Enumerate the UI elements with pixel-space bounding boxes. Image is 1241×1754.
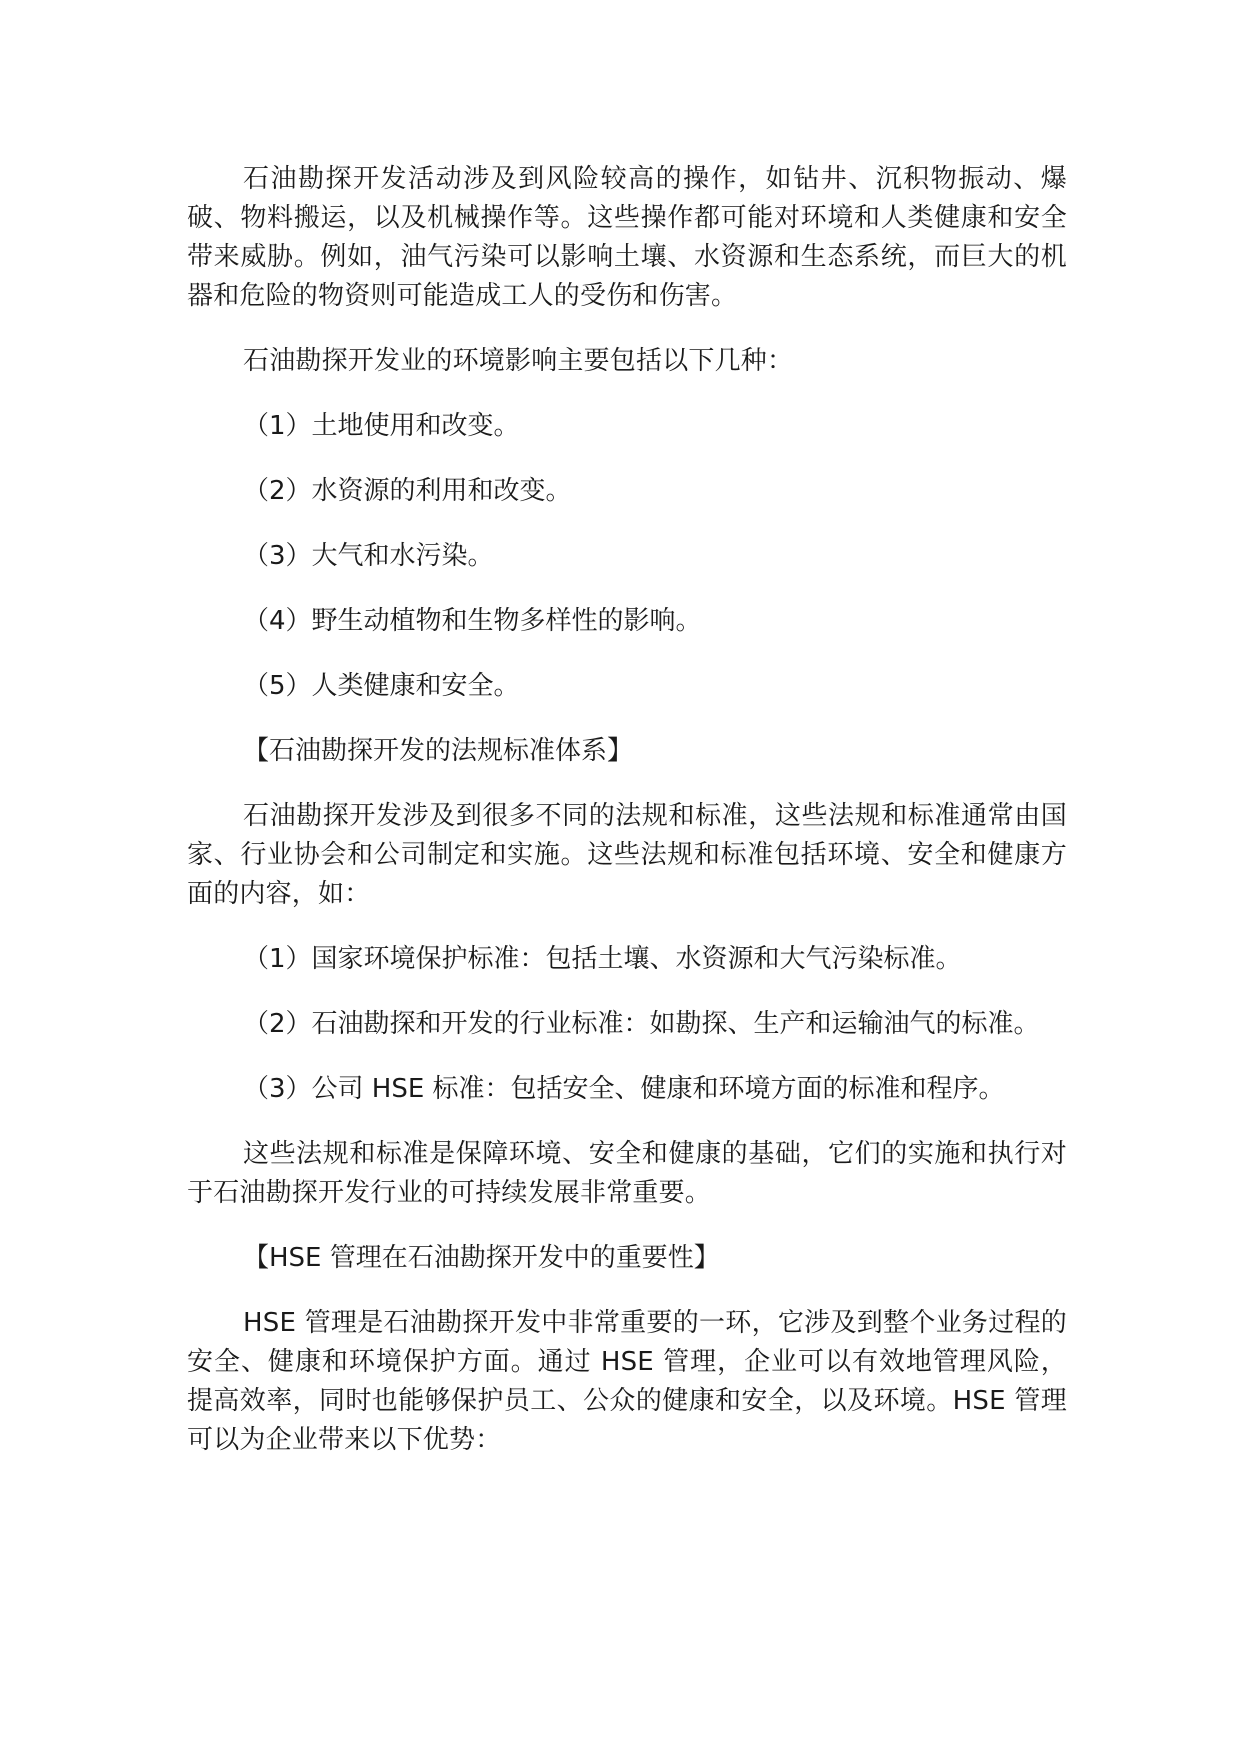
list-item: （1）国家环境保护标准：包括土壤、水资源和大气污染标准。: [243, 944, 962, 974]
list-item: （1）土地使用和改变。: [243, 411, 520, 441]
list-item: （4）野生动植物和生物多样性的影响。: [243, 606, 702, 636]
paragraph-risk-operations: 石油勘探开发活动涉及到风险较高的操作，如钻井、沉积物振动、爆破、物料搬运，以及机械操作等。这些操作都可能对环境和人类健康和安全带来威胁。例如，油气污染可以影响土壤、水资源和生态系统，而巨大的机器和危险的物资则可能造成工人的受伤和伤害。: [187, 164, 1067, 311]
paragraph-environmental-impacts-intro: 石油勘探开发业的环境影响主要包括以下几种：: [243, 346, 794, 376]
list-item: （2）水资源的利用和改变。: [243, 476, 572, 506]
list-item: （5）人类健康和安全。: [243, 671, 520, 701]
list-item: （3）公司 HSE 标准：包括安全、健康和环境方面的标准和程序。: [243, 1074, 1005, 1104]
paragraph-hse-management: HSE 管理是石油勘探开发中非常重要的一环，它涉及到整个业务过程的安全、健康和环境保护方面。通过 HSE 管理，企业可以有效地管理风险，提高效率，同时也能够保护员工、公众的健康和安全，以及环境。HSE 管理可以为企业带来以下优势：: [187, 1308, 1067, 1455]
section-heading-regulations: 【石油勘探开发的法规标准体系】: [243, 736, 634, 766]
document-body: [187, 160, 1067, 1486]
paragraph-regulations-importance: 这些法规和标准是保障环境、安全和健康的基础，它们的实施和执行对于石油勘探开发行业的可持续发展非常重要。: [187, 1139, 1067, 1208]
paragraph-regulations: 石油勘探开发涉及到很多不同的法规和标准，这些法规和标准通常由国家、行业协会和公司制定和实施。这些法规和标准包括环境、安全和健康方面的内容，如：: [187, 801, 1067, 909]
list-item: （2）石油勘探和开发的行业标准：如勘探、生产和运输油气的标准。: [243, 1009, 1040, 1039]
section-heading-hse-importance: 【HSE 管理在石油勘探开发中的重要性】: [243, 1243, 720, 1273]
list-item: （3）大气和水污染。: [243, 541, 494, 571]
